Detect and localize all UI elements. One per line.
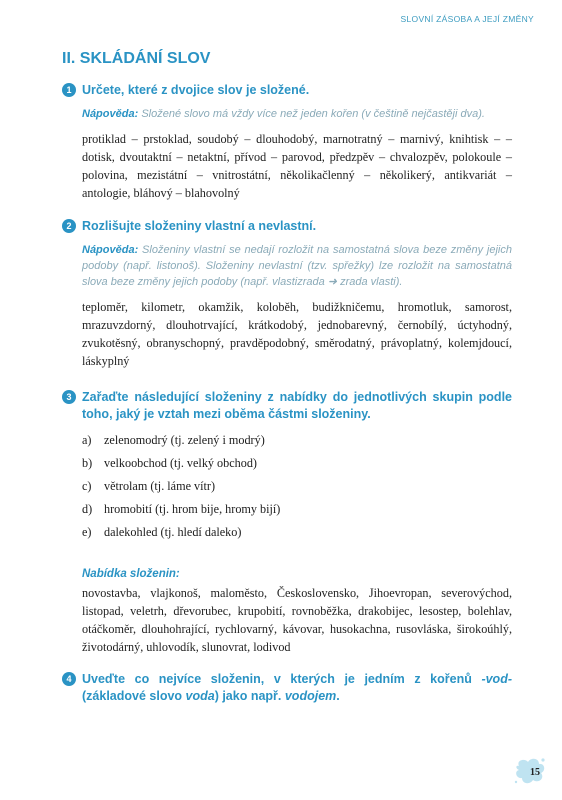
task-number-badge: 4 [62,672,76,686]
hint-text: Složeniny vlastní se nedají rozložit na samostatná slova beze změny jejich podoby (např. listonoš). Složeniny nevlastní (tzv. spřežky) lze rozložit na samostatná slova beze změny jejich podoby (např. vlastizrada ➜ zrada vlasti). [82,244,512,288]
page-number: 15 [530,767,540,778]
task-3 [62,389,512,656]
list-item: b) velkoobchod (tj. velký obchod) [82,456,257,470]
task-4-heading: 4 Uveďte co nejvíce složenin, v kterých je jedním z kořenů -vod- (základové slovo voda) jako např. vodojem. [62,671,512,705]
offer-title: Nabídka složenin: [82,568,180,580]
list-item: a) zelenomodrý (tj. zelený i modrý) [82,433,265,447]
task-4 [62,671,512,705]
task-1-heading [62,82,512,99]
task-1-instruction: Určete, které z dvojice slov je složené. [82,83,310,97]
hint-label: Nápověda: [82,244,139,256]
task-2-instruction: Rozlišujte složeniny vlastní a nevlastní. [82,219,317,233]
list-item: e) dalekohled (tj. hledí daleko) [82,525,242,539]
section-title: II. SKLÁDÁNÍ SLOV [62,50,211,67]
task-1-hint [62,106,512,122]
hint-label: Nápověda: [82,108,139,120]
task-2-hint [62,242,512,290]
task-3-heading [62,389,512,423]
list-item: d) hromobití (tj. hrom bije, hromy bijí) [82,502,281,516]
task-1-word-list: protiklad – prstoklad, soudobý – dlouhodobý, marnotratný – marnivý, knihtisk – – dotisk, dvoutaktní – netaktní, přívod – parovod, předzpěv – chvalozpěv, polokoule – polovina, mezistátní – vnitrostátní, několikačlenný – několikerý, antikvariát – antologie, bláhový – blahovolný [82,132,512,200]
offer-word-list: novostavba, vlajkonoš, maloměsto, Československo, Jihoevropan, severovýchod, listopad, veletrh, dřevorubec, krupobití, rovnoběžka, drakobijec, lesostep, bolehlav, otáčkoměr, dlouhohrající, rychlovarný, kávovar, husokachna, rusovláska, širokoúhlý, životodárný, uhlovodík, slunovrat, lodivod [82,586,512,654]
task-2-word-list: teploměr, kilometr, okamžik, koloběh, budižkničemu, hromotluk, samorost, mrazuvzdorný, dlouhotrvající, krátkodobý, jednobarevný, černobílý, úctyhodný, zvukotěsný, obranyschopný, pravděpodobný, směrodatný, právoplatný, kolemjdoucí, láskyplný [82,300,512,368]
list-item: c) větrolam (tj. láme vítr) [82,479,216,493]
hint-text: Složené slovo má vždy více než jeden kořen (v češtině nejčastěji dva). [141,108,485,120]
task-3-instruction: Zařaďte následující složeniny z nabídky do jednotlivých skupin podle toho, jaký je vztah mezi oběma částmi složeniny. [82,390,512,421]
task-number-badge: 2 [62,219,76,233]
task-1 [62,82,512,202]
task-number-badge: 3 [62,390,76,404]
task-number-badge: 1 [62,83,76,97]
task-2 [62,218,512,370]
running-header: SLOVNÍ ZÁSOBA A JEJÍ ZMĚNY [400,14,534,24]
task-2-heading [62,218,512,235]
task-3-groups [62,431,512,546]
